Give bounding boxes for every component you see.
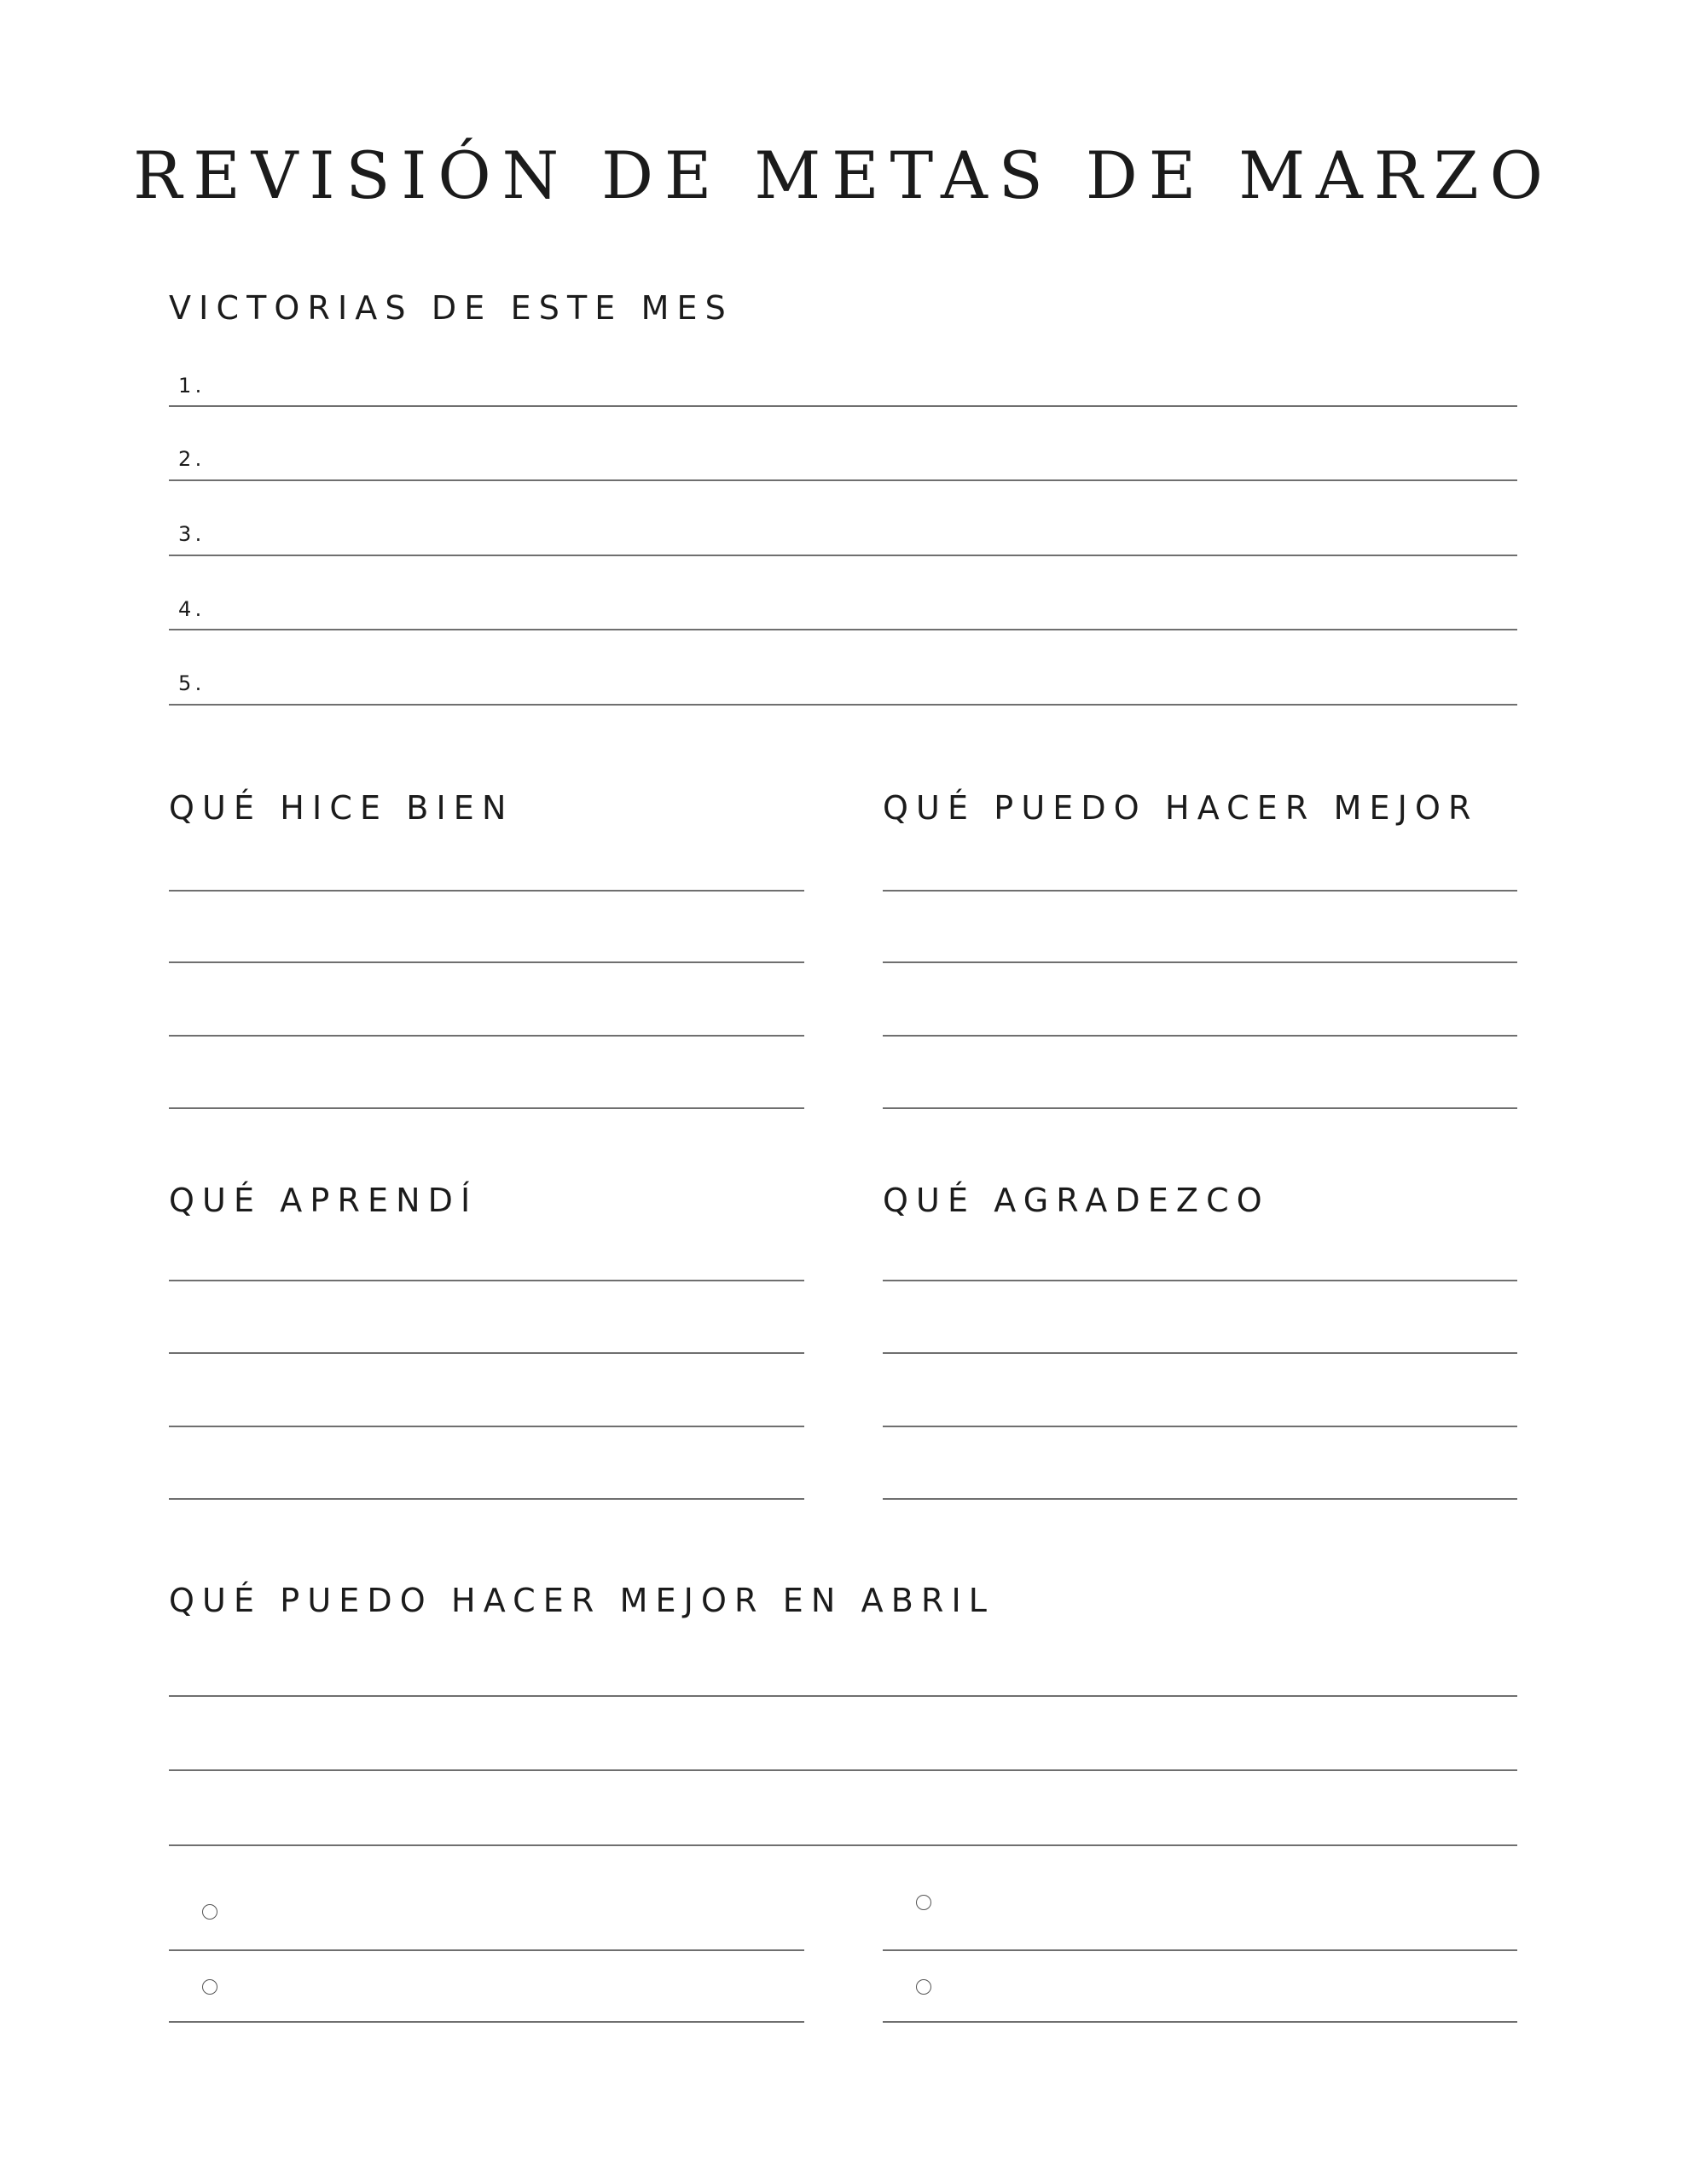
writing-line[interactable]	[169, 704, 1517, 706]
checkbox-circle-icon[interactable]	[916, 1895, 931, 1910]
writing-line[interactable]	[883, 2021, 1517, 2023]
checkbox-circle-icon[interactable]	[202, 1979, 217, 1995]
writing-line[interactable]	[169, 2021, 804, 2023]
grateful-heading: QUÉ AGRADEZCO	[883, 1182, 1270, 1219]
writing-line[interactable]	[169, 890, 804, 892]
writing-line[interactable]	[883, 1107, 1517, 1109]
writing-line[interactable]	[169, 1426, 804, 1427]
victory-number: 3.	[178, 522, 206, 546]
victory-number: 2.	[178, 447, 206, 471]
checkbox-circle-icon[interactable]	[916, 1979, 931, 1995]
writing-line[interactable]	[883, 1352, 1517, 1354]
writing-line[interactable]	[883, 961, 1517, 963]
learned-heading: QUÉ APRENDÍ	[169, 1182, 478, 1219]
writing-line[interactable]	[169, 1280, 804, 1281]
writing-line[interactable]	[169, 1769, 1517, 1771]
writing-line[interactable]	[169, 1035, 804, 1037]
april-heading: QUÉ PUEDO HACER MEJOR EN ABRIL	[169, 1582, 995, 1619]
writing-line[interactable]	[169, 1107, 804, 1109]
writing-line[interactable]	[169, 1695, 1517, 1697]
writing-line[interactable]	[169, 1844, 1517, 1846]
victory-number: 1.	[178, 374, 206, 398]
victories-heading: VICTORIAS DE ESTE MES	[169, 289, 733, 327]
writing-line[interactable]	[169, 555, 1517, 556]
writing-line[interactable]	[169, 479, 1517, 481]
writing-line[interactable]	[883, 1426, 1517, 1427]
do-better-heading: QUÉ PUEDO HACER MEJOR	[883, 789, 1479, 827]
writing-line[interactable]	[169, 629, 1517, 630]
writing-line[interactable]	[169, 1949, 804, 1951]
writing-line[interactable]	[169, 1352, 804, 1354]
writing-line[interactable]	[169, 1498, 804, 1500]
writing-line[interactable]	[883, 1035, 1517, 1037]
victory-number: 4.	[178, 597, 206, 621]
writing-line[interactable]	[883, 890, 1517, 892]
writing-line[interactable]	[169, 405, 1517, 407]
did-well-heading: QUÉ HICE BIEN	[169, 789, 514, 827]
writing-line[interactable]	[883, 1949, 1517, 1951]
checkbox-circle-icon[interactable]	[202, 1904, 217, 1920]
victory-number: 5.	[178, 671, 206, 695]
writing-line[interactable]	[883, 1280, 1517, 1281]
writing-line[interactable]	[883, 1498, 1517, 1500]
page-title: REVISIÓN DE METAS DE MARZO	[133, 137, 1554, 213]
writing-line[interactable]	[169, 961, 804, 963]
